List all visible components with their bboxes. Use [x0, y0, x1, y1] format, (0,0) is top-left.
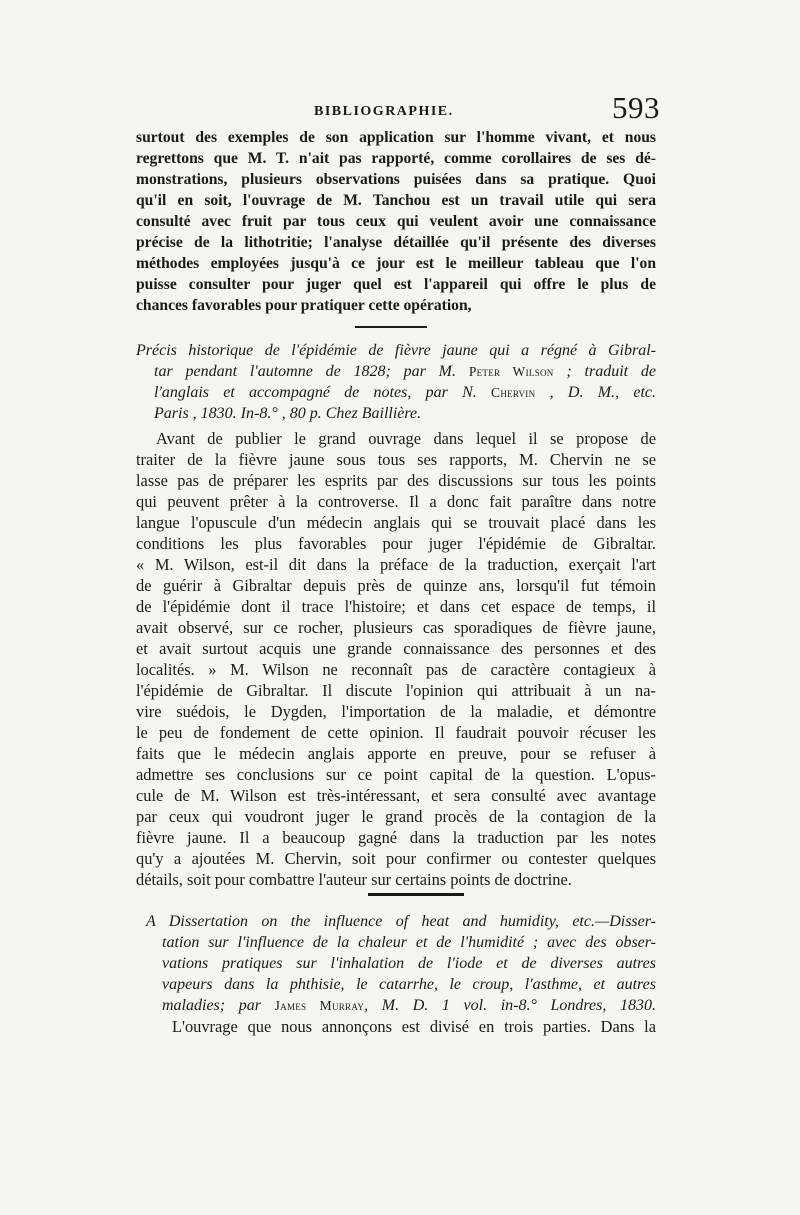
- author-name: James Murray: [274, 998, 365, 1013]
- text-line: « M. Wilson, est-il dit dans la préface de la traduction, exerçait l'art: [136, 555, 656, 574]
- title-text: tar pendant l'automne de 1828; par M.: [154, 363, 469, 380]
- review-3-title: [146, 911, 656, 1016]
- text-line: et avait surtout acquis une grande connaissance des personnes et des: [136, 639, 656, 658]
- text-line: L'ouvrage que nous annonçons est divisé en trois parties. Dans la: [172, 1017, 656, 1036]
- text-line: admettre ses conclusions sur ce point capital de la question. L'opus-: [136, 765, 656, 784]
- text-line: fièvre jaune. Il a beaucoup gagné dans la traduction par les notes: [136, 828, 656, 847]
- text-line: méthodes employées jusqu'à ce jour est le meilleur tableau que l'on: [136, 255, 656, 272]
- review-3-body: [136, 1016, 656, 1037]
- title-line: [136, 403, 656, 424]
- text-line: traiter de la fièvre jaune sous tous ses rapports, M. Chervin ne se: [136, 450, 656, 469]
- section-divider: [355, 326, 427, 328]
- title-text: , M. D. 1 vol. in-8.° Londres, 1830.: [364, 997, 656, 1014]
- text-line: puisse consulter pour juger quel est l'appareil qui offre le plus de: [136, 276, 656, 293]
- text-line: conditions les plus favorables pour juger l'épidémie de Gibraltar.: [136, 534, 656, 553]
- title-text: A Dissertation on the influence of heat and humidity, etc.—Disser-: [146, 913, 656, 930]
- text-line: localités. » M. Wilson ne reconnaît pas de caractère contagieux à: [136, 660, 656, 679]
- text-line: précise de la lithotritie; l'analyse détaillée qu'il présente des diverses: [136, 234, 656, 251]
- title-line: [136, 361, 656, 382]
- text-line: de l'épidémie dont il trace l'histoire; et dans cet espace de temps, il: [136, 597, 656, 616]
- text-line: qu'y a ajoutées M. Chervin, soit pour confirmer ou contester quelques: [136, 849, 656, 868]
- text-line: regrettons que M. T. n'ait pas rapporté, comme corollaires de ses dé-: [136, 150, 656, 167]
- text-line: chances favorables pour pratiquer cette opération,: [136, 297, 472, 314]
- text-line: détails, soit pour combattre l'auteur sur certains points de doctrine.: [136, 870, 572, 889]
- title-text: Paris , 1830. In-8.° , 80 p. Chez Baillière.: [154, 405, 422, 422]
- text-line: vire suédois, le Dygden, l'importation de la maladie, et démontre: [136, 702, 656, 721]
- section-divider: [368, 893, 464, 896]
- title-line: [136, 382, 656, 403]
- text-line: lasse pas de préparer les esprits par des discussions sur tous les points: [136, 471, 656, 490]
- title-line: [146, 995, 656, 1016]
- text-line: Avant de publier le grand ouvrage dans lequel il se propose de: [156, 429, 656, 448]
- title-text: , D. M., etc.: [535, 384, 656, 401]
- title-line: [146, 911, 656, 932]
- title-line: [146, 974, 656, 995]
- text-line: par ceux qui voudront juger le grand procès de la contagion de la: [136, 807, 656, 826]
- text-line: de guérir à Gibraltar depuis près de quinze ans, lorsqu'il fut témoin: [136, 576, 656, 595]
- text-line: l'épidémie de Gibraltar. Il discute l'opinion qui attribuait à un na-: [136, 681, 656, 700]
- page-header: [136, 88, 660, 128]
- title-line: [146, 953, 656, 974]
- text-line: cule de M. Wilson est très-intéressant, et sera consulté avec avantage: [136, 786, 656, 805]
- title-text: maladies; par: [162, 997, 275, 1014]
- title-text: ; traduit de: [553, 363, 656, 380]
- title-line: [146, 932, 656, 953]
- page-number: 593: [612, 90, 660, 125]
- author-name: Peter Wilson: [468, 364, 554, 379]
- title-text: Précis historique de l'épidémie de fièvre jaune qui a régné à Gibral-: [136, 342, 656, 359]
- title-line: [136, 340, 656, 361]
- review-2-title: [136, 340, 656, 424]
- text-line: le peu de fondement de cette opinion. Il faudrait pouvoir récuser les: [136, 723, 656, 742]
- text-line: avait observé, sur ce rocher, plusieurs cas sporadiques de fièvre jaune,: [136, 618, 656, 637]
- title-text: vations pratiques sur l'inhalation de l'iode et de diverses autres: [162, 955, 656, 972]
- text-line: faits que le médecin anglais apporte en preuve, pour se refuser à: [136, 744, 656, 763]
- text-line: langue l'opuscule d'un médecin anglais qui se trouvait placé dans les: [136, 513, 656, 532]
- author-name: Chervin: [491, 385, 536, 400]
- title-text: l'anglais et accompagné de notes, par N.: [154, 384, 492, 401]
- title-text: tation sur l'influence de la chaleur et de l'humidité ; avec des obser-: [162, 934, 656, 951]
- text-line: monstrations, plusieurs observations puisées dans sa pratique. Quoi: [136, 171, 656, 188]
- text-line: surtout des exemples de son application sur l'homme vivant, et nous: [136, 129, 656, 146]
- text-line: qu'il en soit, l'ouvrage de M. Tanchou est un travail utile qui sera: [136, 192, 656, 209]
- title-text: vapeurs dans la phthisie, le catarrhe, le croup, l'asthme, et autres: [162, 976, 656, 993]
- review-1-conclusion: [136, 127, 656, 316]
- running-title: BIBLIOGRAPHIE.: [314, 104, 454, 119]
- text-line: qui peuvent prêter à la controverse. Il a donc fait paraître dans notre: [136, 492, 656, 511]
- review-2-body: [136, 428, 656, 890]
- text-line: consulté avec fruit par tous ceux qui veulent avoir une connaissance: [136, 213, 656, 230]
